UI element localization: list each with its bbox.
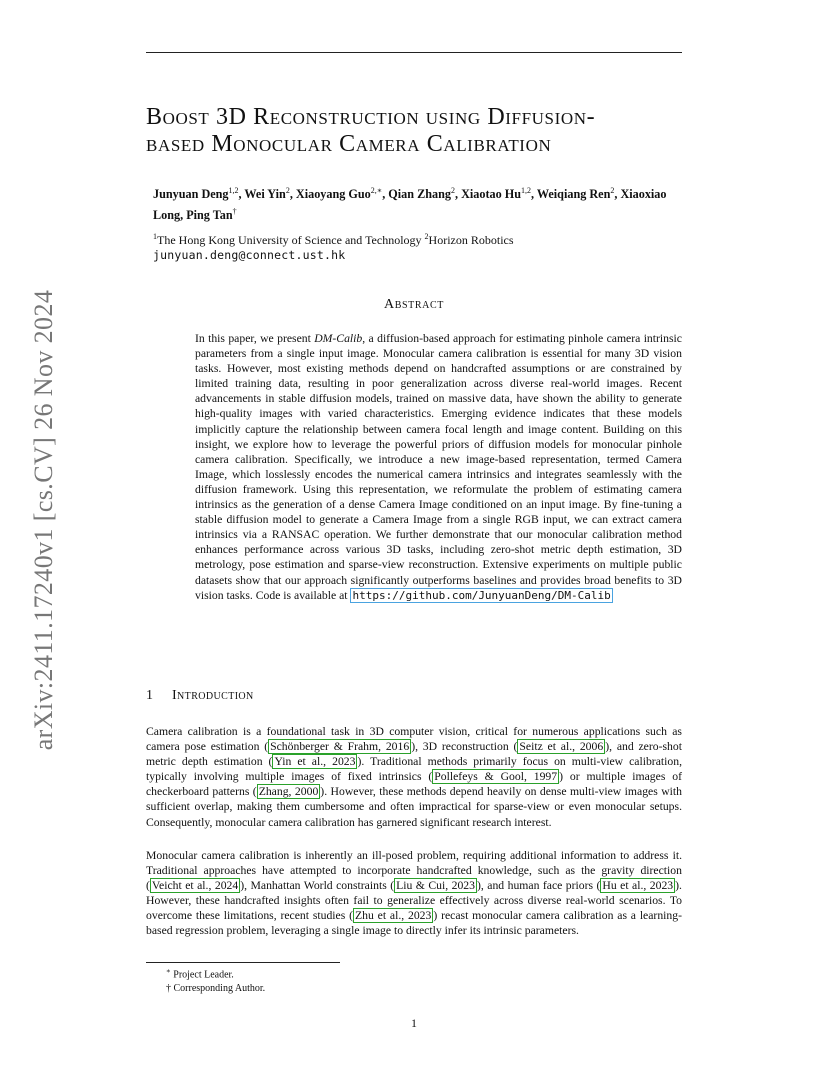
code-link[interactable]: https://github.com/JunyuanDeng/DM-Calib xyxy=(352,588,611,602)
institution-name: The Hong Kong University of Science and Technology xyxy=(157,233,422,247)
body-text: ) recast monocular camera calibration as a learning-based regression problem, leveraging a single image to directly infer its intrinsic parameters. xyxy=(146,909,682,938)
author-name: Ping Tan xyxy=(186,208,233,223)
author-affil-mark: 1,2 xyxy=(228,186,239,195)
citation-link[interactable]: Pollefeys & Gool, 1997 xyxy=(434,770,558,784)
top-rule xyxy=(146,52,682,53)
intro-paragraph-2 xyxy=(146,848,682,939)
author-list: Junyuan Deng$^{1,2}$, Wei Yin$^2$, Xiaoyang Guo$^{2,∗}$, Qian Zhang$^2$, Xiaotao Hu$^{1,2}$, Weiqiang Ren$^2$, Xiaoxiao Long, Ping Tan† xyxy=(153,186,667,223)
abstract-heading: Abstract xyxy=(384,297,444,312)
footnotes xyxy=(166,964,265,996)
author-affil-mark: † xyxy=(232,207,237,217)
abstract-body xyxy=(195,331,682,603)
author-name: Wei Yin xyxy=(244,187,286,202)
method-name: DM-Calib xyxy=(314,332,363,345)
body-text: ) or multiple images of checkerboard patterns ( xyxy=(146,770,682,799)
author-name: Xiaoxiao Long xyxy=(153,187,667,223)
author-affil-mark: 1,2 xyxy=(521,186,531,195)
footnote-rule xyxy=(146,962,340,963)
body-text: ). However, these handcrafted insights often fail to generalize effectively across diverse real-world scenarios. To overcome these limitations, recent studies ( xyxy=(146,879,682,923)
affiliations xyxy=(153,229,673,263)
section-title: Introduction xyxy=(172,688,254,703)
arxiv-identifier[interactable]: arXiv:2411.17240v1 [cs.CV] 26 Nov 2024 xyxy=(29,289,58,751)
footnote xyxy=(166,982,265,996)
footnote-mark: ∗ xyxy=(166,967,171,975)
body-text: Monocular camera calibration is inherently an ill-posed problem, requiring additional information to address it. Traditional approaches have attempted to incorporate handcrafted knowledge, such as the gravity direction ( xyxy=(146,849,682,893)
abstract-text: In this paper, we present xyxy=(195,332,315,345)
citation-link[interactable]: Zhang, 2000 xyxy=(258,785,319,799)
footnote-mark: † xyxy=(166,983,171,995)
body-text: ), and zero-shot metric depth estimation ( xyxy=(146,740,682,769)
title-line-1: Boost 3D Reconstruction using Diffusion- xyxy=(146,104,596,130)
author-name: Weiqiang Ren xyxy=(536,187,611,202)
affil-mark: 1 xyxy=(153,232,157,241)
footnote-text: Project Leader. xyxy=(173,969,234,981)
author-name: Junyuan Deng xyxy=(153,187,229,202)
author-affil-mark: 2 xyxy=(610,186,615,195)
author-name: Qian Zhang xyxy=(388,187,451,202)
body-text: ), and human face priors ( xyxy=(477,879,601,893)
body-text: ). However, these methods depend heavily on dense multi-view images with sufficient overlap, making them cumbersome and often impractical for sparse-view or even monocular setups. Consequently, monocular camera calibration has garnered significant research interest. xyxy=(146,785,682,829)
citation-link[interactable]: Zhu et al., 2023 xyxy=(355,909,432,923)
citation-link[interactable]: Seitz et al., 2006 xyxy=(519,740,604,754)
citation-link[interactable]: Yin et al., 2023 xyxy=(274,755,356,769)
author-email: junyuan.deng@connect.ust.hk xyxy=(153,248,346,262)
footnote-text: Corresponding Author. xyxy=(173,983,266,995)
title-line-2: based Monocular Camera Calibration xyxy=(146,131,552,157)
affiliation-line xyxy=(153,229,673,248)
paper-title xyxy=(146,104,706,158)
affil-mark: 2 xyxy=(424,232,429,241)
body-text: Camera calibration is a foundational task in 3D computer vision, critical for numerous applications such as camera pose estimation ( xyxy=(146,725,682,754)
author-affil-mark: 2 xyxy=(285,186,290,195)
author-name: Xiaoyang Guo xyxy=(295,187,371,202)
author-name: Xiaotao Hu xyxy=(461,187,521,202)
body-text: ), 3D reconstruction ( xyxy=(411,740,518,754)
citation-link[interactable]: Liu & Cui, 2023 xyxy=(396,879,475,893)
section-number: 1 xyxy=(146,688,154,703)
section-heading xyxy=(146,688,254,704)
citation-link[interactable]: Hu et al., 2023 xyxy=(602,879,674,893)
abstract-text: , a diffusion-based approach for estimating pinhole camera intrinsic parameters from a single input image. Monocular camera calibration is essential for many 3D vision tasks. However, most existing methods depend on handcrafted assumptions or are constrained by limited training data, resulting in poor generalization across diverse real-world images. Recent advancements in stable diffusion models, trained on massive data, have shown the ability to generate high-quality images with varied characteristics. Emerging evidence indicates that these models implicitly capture the relationship between camera focal length and image content. Building on this insight, we explore how to leverage the powerful priors of diffusion models for monocular pinhole camera calibration. Specifically, we introduce a new image-based representation, termed Camera Image, which losslessly encodes the numerical camera intrinsics and integrates seamlessly with the diffusion framework. Using this representation, we reformulate the problem of estimating camera intrinsics as the generation of a dense Camera Image conditioned on an input image. By fine-tuning a stable diffusion model to generate a Camera Image from a single RGB input, we can extract camera intrinsics via a RANSAC operation. We further demonstrate that our monocular calibration method enhances performance across various 3D tasks, including zero-shot metric depth estimation, 3D metrology, pose estimation and sparse-view reconstruction. Extensive experiments on multiple public datasets show that our approach significantly outperforms baselines and provides broad benefits to 3D vision tasks. Code is available at xyxy=(195,332,682,602)
body-text: ). Traditional methods primarily focus on multi-view calibration, typically involving multiple images of fixed intrinsics ( xyxy=(146,755,682,784)
intro-paragraph-1 xyxy=(146,724,682,830)
body-text: ), Manhattan World constraints ( xyxy=(240,879,395,893)
citation-link[interactable]: Veicht et al., 2024 xyxy=(151,879,239,893)
citation-link[interactable]: Schönberger & Frahm, 2016 xyxy=(270,740,410,754)
author-affil-mark: 2,∗ xyxy=(370,186,383,195)
page-number: 1 xyxy=(411,1016,417,1030)
author-affil-mark: 2 xyxy=(450,186,455,195)
footnote xyxy=(166,964,265,982)
institution-name: Horizon Robotics xyxy=(428,233,514,247)
